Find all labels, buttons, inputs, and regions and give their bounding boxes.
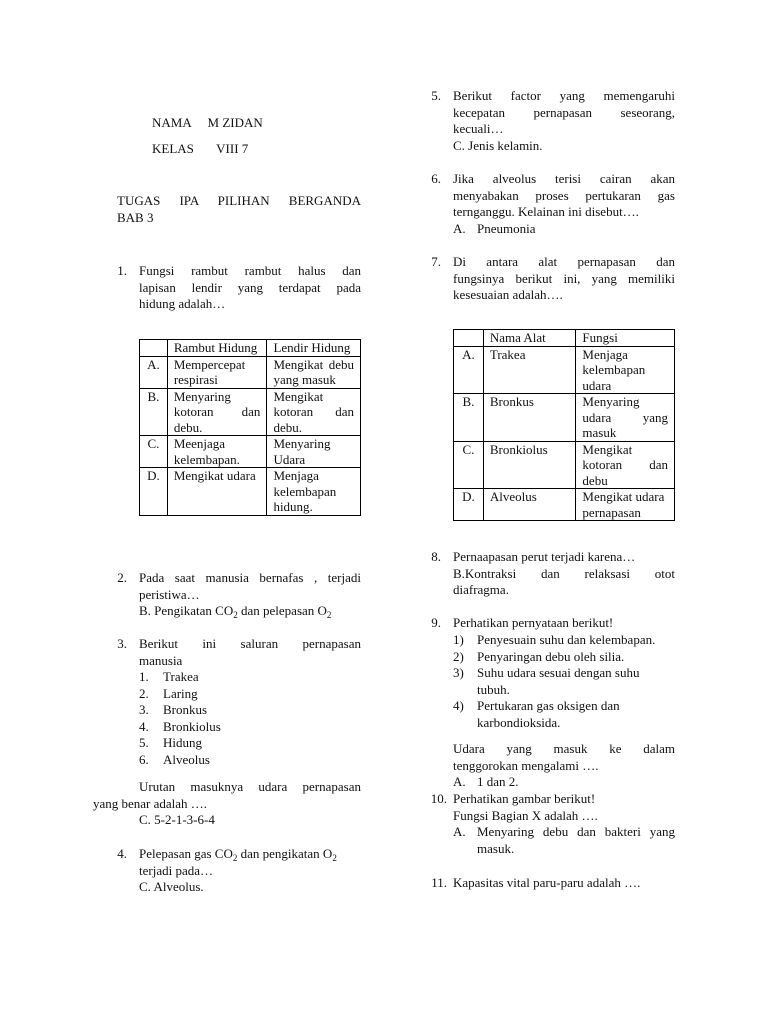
question-number: 6. xyxy=(431,171,441,186)
table-cell: C. xyxy=(454,441,484,489)
table-cell: Menjaga kelembapan hidung. xyxy=(267,468,361,516)
list-text: Pertukaran gas oksigen dan xyxy=(477,698,620,713)
kelas-row xyxy=(152,141,248,157)
question-4-text xyxy=(139,846,363,896)
answer-text: diafragma. xyxy=(453,582,509,597)
question-line: terjadi pada… xyxy=(139,862,213,878)
kelas-value: VIII 7 xyxy=(216,141,249,156)
question-line: yang benar adalah …. xyxy=(93,795,208,811)
question-5-text xyxy=(453,88,675,154)
table-header-cell: Fungsi xyxy=(576,330,675,347)
list-text: Bronkus xyxy=(163,702,208,717)
list-text: Hidung xyxy=(163,735,202,750)
table-cell: Menyaring Udara xyxy=(267,436,361,468)
subscript: 2 xyxy=(232,853,238,863)
subscript: 2 xyxy=(332,853,337,863)
question-8-text xyxy=(453,549,675,599)
list-number: 3) xyxy=(453,665,464,680)
question-number: 2. xyxy=(117,570,127,585)
answer-text: masuk. xyxy=(477,840,515,856)
table-row xyxy=(454,394,675,442)
question-line: ternganggu. Kelainan ini disebut…. xyxy=(453,204,639,219)
answer-letter: A. xyxy=(453,774,466,789)
table-cell: D. xyxy=(140,468,168,516)
table-row xyxy=(140,356,361,388)
list-text: Bronkiolus xyxy=(163,718,221,734)
title-line: BAB 3 xyxy=(117,209,154,225)
question-number: 4. xyxy=(117,846,127,861)
table-row xyxy=(140,388,361,436)
question-line: peristiwa… xyxy=(139,586,200,602)
list-number: 6. xyxy=(139,751,149,767)
table-cell xyxy=(576,441,675,489)
question-line: tenggorokan mengalami …. xyxy=(453,757,599,773)
answer-line xyxy=(453,221,675,238)
question-line: hidung adalah… xyxy=(139,296,226,311)
question-line: Berikut factor yang memengaruhi xyxy=(453,88,675,103)
list-item xyxy=(139,752,221,769)
list-item xyxy=(139,735,221,752)
cell-text: Menyaring udara yang masuk xyxy=(582,394,668,440)
table-header-cell: Rambut Hidung xyxy=(167,340,267,357)
question-1-table xyxy=(139,339,361,516)
answer-text: C. Jenis kelamin. xyxy=(453,137,543,153)
question-line: Pada saat manusia bernafas , terjadi xyxy=(139,570,361,585)
list-item xyxy=(139,702,221,719)
list-item xyxy=(139,686,221,703)
cell-text: Mengikat kotoran dan debu. xyxy=(273,388,354,435)
question-number: 8. xyxy=(431,549,441,564)
question-number: 7. xyxy=(431,254,441,269)
question-6-text xyxy=(453,171,675,237)
question-line: Di antara alat pernapasan dan xyxy=(453,254,675,269)
table-cell xyxy=(167,388,267,436)
list-number: 5. xyxy=(139,735,149,750)
list-number: 1. xyxy=(139,669,149,684)
question-10-text xyxy=(453,791,675,857)
answer-text: C. Alveolus. xyxy=(139,879,204,894)
question-number: 9. xyxy=(431,615,441,630)
question-line: Perhatikan pernyataan berikut! xyxy=(453,615,614,630)
question-line: manusia xyxy=(139,652,183,668)
question-line: lapisan lendir yang terdapat pada xyxy=(139,279,361,295)
list-number: 4. xyxy=(139,718,149,734)
table-header-cell: Nama Alat xyxy=(483,330,576,347)
list-number: 1) xyxy=(453,632,464,647)
answer-text: Menyaring debu dan bakteri yang xyxy=(477,824,675,839)
table-row xyxy=(454,441,675,489)
list-number: 2. xyxy=(139,685,149,701)
question-9-text xyxy=(453,615,675,632)
question-3-follow xyxy=(93,779,361,829)
answer-line xyxy=(453,824,675,857)
list-item xyxy=(139,719,221,736)
table-cell xyxy=(576,394,675,442)
question-line: Perhatikan gambar berikut! xyxy=(453,791,596,806)
answer-text: dan pelepasan O xyxy=(237,603,327,618)
list-item xyxy=(453,665,675,698)
table-header-row xyxy=(140,340,361,357)
list-text: Suhu udara sesuai dengan suhu xyxy=(477,665,640,680)
table-cell: Bronkiolus xyxy=(483,441,576,489)
subscript: 2 xyxy=(326,610,332,620)
table-row xyxy=(454,489,675,521)
question-line xyxy=(139,846,363,863)
table-header-cell: Lendir Hidung xyxy=(267,340,361,357)
question-line: Pernaapasan perut terjadi karena… xyxy=(453,549,636,564)
answer-letter: A. xyxy=(453,220,466,236)
question-line: Fungsi Bagian X adalah …. xyxy=(453,807,598,823)
question-line: Kapasitas vital paru-paru adalah …. xyxy=(453,875,641,890)
table-cell: Mengikat udara pernapasan xyxy=(576,489,675,521)
answer-letter: A. xyxy=(453,824,466,839)
table-cell: Meenjaga kelembapan. xyxy=(167,436,267,468)
question-line: Fungsi rambut rambut halus dan xyxy=(139,263,361,278)
question-number: 1. xyxy=(117,263,127,278)
question-number: 5. xyxy=(431,88,441,103)
list-text: Penyaringan debu oleh silia. xyxy=(477,648,625,664)
answer-text: Pneumonia xyxy=(477,220,536,236)
question-line: kesesuaian adalah…. xyxy=(453,287,563,302)
question-9-follow xyxy=(453,741,675,791)
list-text: Penyesuain suhu dan kelembapan. xyxy=(477,632,656,647)
list-number: 3. xyxy=(139,702,149,717)
list-item xyxy=(453,649,675,666)
cell-text: Mengikat debu yang masuk xyxy=(273,356,354,387)
cell-text: Mengikat kotoran dan debu xyxy=(582,441,668,488)
table-cell: A. xyxy=(140,356,168,388)
list-text: karbondioksida. xyxy=(477,714,561,730)
table-cell: Bronkus xyxy=(483,394,576,442)
list-number: 2) xyxy=(453,648,464,664)
table-cell: Menjaga kelembapan udara xyxy=(576,346,675,394)
nama-row xyxy=(152,115,263,131)
list-item xyxy=(453,698,675,731)
table-cell: Alveolus xyxy=(483,489,576,521)
answer-line xyxy=(139,603,361,620)
table-cell xyxy=(267,356,361,388)
subscript: 2 xyxy=(233,610,238,620)
question-line: Jika alveolus terisi cairan akan xyxy=(453,171,675,186)
answer-text: C. 5-2-1-3-6-4 xyxy=(139,812,215,827)
list-text: Laring xyxy=(163,685,198,701)
question-3-list xyxy=(139,669,221,768)
table-cell: Mempercepat respirasi xyxy=(167,356,267,388)
table-header-cell xyxy=(454,330,484,347)
table-row xyxy=(140,468,361,516)
list-item xyxy=(139,669,221,686)
list-text: Alveolus xyxy=(163,751,210,767)
question-7-table xyxy=(453,329,675,521)
table-header-row xyxy=(454,330,675,347)
table-header-cell xyxy=(140,340,168,357)
assignment-title xyxy=(117,193,361,226)
question-line: Udara yang masuk ke dalam xyxy=(453,741,675,756)
list-item xyxy=(453,632,675,649)
table-row xyxy=(140,436,361,468)
question-number: 3. xyxy=(117,636,127,651)
answer-text: 1 dan 2. xyxy=(477,774,519,789)
table-cell: B. xyxy=(140,388,168,436)
table-cell xyxy=(267,388,361,436)
question-number: 11. xyxy=(431,875,447,890)
question-11-text xyxy=(453,875,675,892)
question-9-list xyxy=(453,632,675,731)
table-cell: D. xyxy=(454,489,484,521)
list-text: Trakea xyxy=(163,669,199,684)
title-line: TUGAS IPA PILIHAN BERGANDA xyxy=(117,193,361,208)
question-line: kecepatan pernapasan seseorang, xyxy=(453,104,675,120)
list-text: tubuh. xyxy=(477,681,510,697)
answer-text: B.Kontraksi dan relaksasi otot xyxy=(453,565,675,581)
question-text: dan pengikatan O xyxy=(237,846,333,861)
table-cell: Trakea xyxy=(483,346,576,394)
question-line: Urutan masuknya udara pernapasan xyxy=(139,779,361,794)
answer-line xyxy=(453,774,675,791)
nama-value: M ZIDAN xyxy=(207,115,263,130)
kelas-label: KELAS xyxy=(152,141,194,156)
cell-text: Menyaring kotoran dan debu. xyxy=(173,388,261,435)
table-cell: A. xyxy=(454,346,484,394)
answer-text: B. Pengikatan CO xyxy=(139,603,234,618)
question-1-text xyxy=(139,263,361,313)
question-3-text xyxy=(139,636,361,669)
question-7-text xyxy=(453,254,675,304)
question-2-text xyxy=(139,570,361,620)
table-cell: C. xyxy=(140,436,168,468)
table-row xyxy=(454,346,675,394)
table-cell: Mengikat udara xyxy=(167,468,267,516)
nama-label: NAMA xyxy=(152,115,192,130)
question-text: Pelepasan gas CO xyxy=(139,846,233,861)
list-number: 4) xyxy=(453,698,464,713)
question-number: 10. xyxy=(430,791,447,806)
question-line: menyabakan proses pertukaran gas xyxy=(453,187,675,203)
table-cell: B. xyxy=(454,394,484,442)
question-line: kecuali… xyxy=(453,121,504,136)
question-line: fungsinya berikut ini, yang memiliki xyxy=(453,270,675,286)
question-line: Berikut ini saluran pernapasan xyxy=(139,636,361,651)
